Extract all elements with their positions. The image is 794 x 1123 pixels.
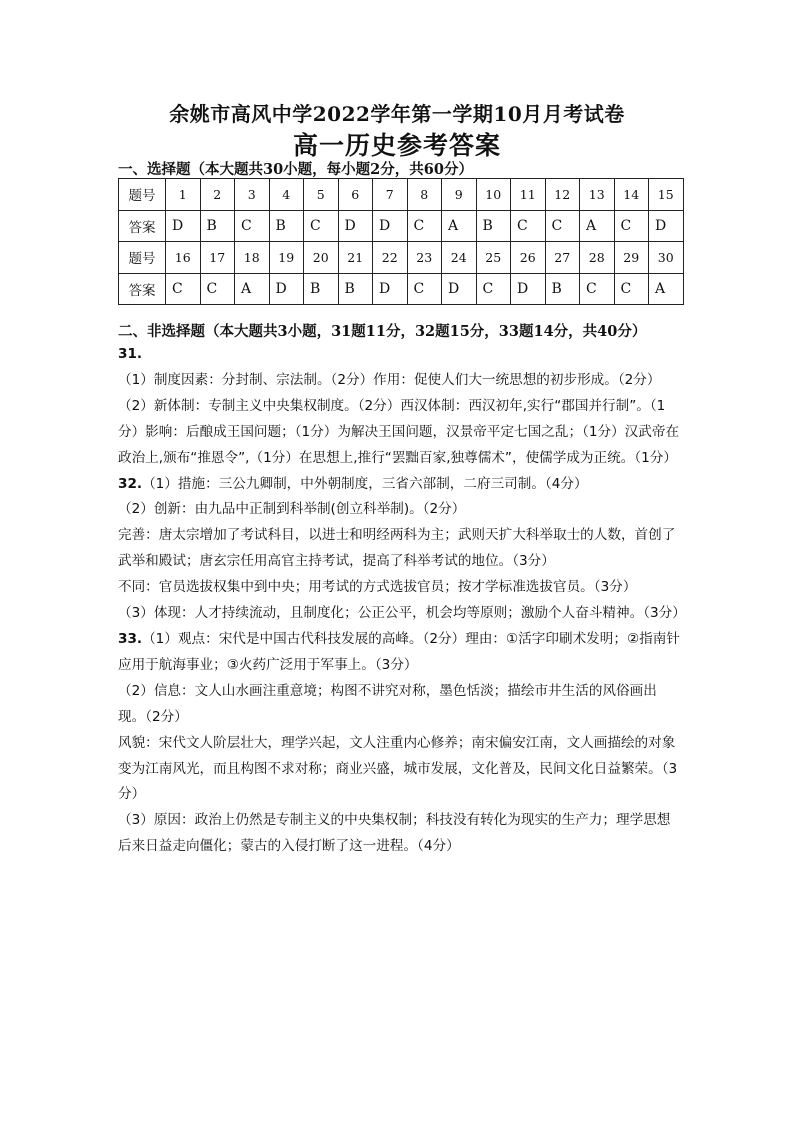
question-number-cell: 21 (338, 242, 373, 274)
question-number: 33. (118, 630, 143, 647)
answer-cell: D (373, 273, 408, 305)
question-number-cell: 13 (580, 179, 615, 211)
exam-title: 余姚市高风中学2022学年第一学期10月月考试卷 (169, 102, 625, 126)
answer-cell: A (235, 273, 270, 305)
answer-paragraph (118, 497, 682, 523)
answer-cell: D (373, 210, 408, 242)
question-number-cell: 8 (407, 179, 442, 211)
answer-text: 完善：唐太宗增加了考试科目，以进士和明经两科为主；武则天扩大科举取士的人数，首创了武举和殿试；唐玄宗任用高官主持考试，提高了科举考试的地位。（3分） (118, 527, 676, 570)
answer-row (119, 210, 684, 242)
answer-paragraph (118, 394, 682, 472)
question-number: 31. (118, 346, 143, 362)
answer-cell: C (580, 273, 615, 305)
number-row (119, 179, 684, 211)
answer-cell: C (166, 273, 201, 305)
row-label-number: 题号 (119, 179, 166, 211)
question-number-cell: 16 (166, 242, 201, 274)
answer-text: （2）创新：由九品中正制到科举制(创立科举制)。（2分） (118, 501, 466, 518)
answer-text: （1）制度因素：分封制、宗法制。（2分）作用：促使人们大一统思想的初步形成。（2分） (118, 371, 661, 388)
answer-key-title: 高一历史参考答案 (292, 131, 501, 160)
answer-cell: C (476, 273, 511, 305)
question-number-cell: 1 (166, 179, 201, 211)
question-number-cell: 10 (476, 179, 511, 211)
question-number-cell: 28 (580, 242, 615, 274)
answer-cell: C (407, 273, 442, 305)
question-number-cell: 22 (373, 242, 408, 274)
answer-cell: D (649, 210, 684, 242)
answer-paragraph (118, 523, 682, 575)
answer-row (119, 273, 684, 305)
question-number-cell: 19 (269, 242, 304, 274)
row-label-answer: 答案 (119, 210, 166, 242)
answer-cell: D (442, 273, 477, 305)
answer-cell: C (545, 210, 580, 242)
question-number-cell: 9 (442, 179, 477, 211)
question-number-cell: 3 (235, 179, 270, 211)
question-number-cell: 24 (442, 242, 477, 274)
row-label-answer: 答案 (119, 273, 166, 305)
answer-paragraph (118, 731, 682, 809)
row-label-number: 题号 (119, 242, 166, 274)
question-number-cell: 23 (407, 242, 442, 274)
question-number-cell: 15 (649, 179, 684, 211)
answer-cell: C (614, 210, 649, 242)
answer-text: （2）新体制：专制主义中央集权制度。（2分）西汉体制：西汉初年,实行“郡国并行制”。（1分）影响：后酿成王国问题；（1分）为解决王国问题，汉景帝平定七国之乱；（1分）汉武帝在政治上,颁布“推恩令”,（1分）在思想上,推行“罢黜百家,独尊儒术”，使儒学成为正统。（1分） (118, 397, 680, 466)
question-number-cell: 6 (338, 179, 373, 211)
answer-cell: B (476, 210, 511, 242)
question-number-cell: 2 (200, 179, 235, 211)
answer-cell: C (235, 210, 270, 242)
answer-cell: C (511, 210, 546, 242)
answer-table (118, 178, 684, 305)
question-number-cell: 25 (476, 242, 511, 274)
question-number-cell: 4 (269, 179, 304, 211)
question-number-cell: 17 (200, 242, 235, 274)
answer-paragraph (118, 342, 682, 394)
answer-cell: B (545, 273, 580, 305)
question-number-cell: 18 (235, 242, 270, 274)
question-number-cell: 20 (304, 242, 339, 274)
answer-cell: D (511, 273, 546, 305)
answer-paragraph (118, 679, 682, 731)
answer-cell: B (200, 210, 235, 242)
question-number-cell: 7 (373, 179, 408, 211)
question-number-cell: 26 (511, 242, 546, 274)
number-row (119, 242, 684, 274)
answer-cell: C (200, 273, 235, 305)
answer-cell: C (304, 210, 339, 242)
answer-text: （1）观点：宋代是中国古代科技发展的高峰。（2分）理由：①活字印刷术发明；②指南针应用于航海事业；③火药广泛用于军事上。（3分） (118, 630, 680, 673)
answer-text: （3）体现：人才持续流动，且制度化；公正公平，机会均等原则；激励个人奋斗精神。（3分） (118, 605, 686, 622)
answer-cell: A (580, 210, 615, 242)
section1-heading: 一、选择题（本大题共30小题，每小题2分，共60分） (118, 161, 473, 178)
question-number-cell: 14 (614, 179, 649, 211)
answer-cell: D (269, 273, 304, 305)
answer-cell: D (166, 210, 201, 242)
answer-text: 风貌：宋代文人阶层壮大，理学兴起，文人注重内心修养；南宋偏安江南，文人画描绘的对象变为江南风光，而且构图不求对称；商业兴盛，城市发展，文化普及，民间文化日益繁荣。（3分） (118, 734, 678, 803)
answer-cell: C (614, 273, 649, 305)
answer-cell: A (442, 210, 477, 242)
answer-paragraph (118, 575, 682, 601)
answer-paragraph (118, 808, 682, 860)
question-number-cell: 30 (649, 242, 684, 274)
answer-cell: A (649, 273, 684, 305)
question-number-cell: 5 (304, 179, 339, 211)
answer-text: （3）原因：政治上仍然是专制主义的中央集权制；科技没有转化为现实的生产力；理学思想后来日益走向僵化；蒙古的入侵打断了这一进程。（4分） (118, 812, 671, 855)
answer-paragraph (118, 472, 682, 498)
answer-cell: B (304, 273, 339, 305)
section2-heading: 二、非选择题（本大题共3小题，31题11分，32题15分，33题14分，共40分） (118, 323, 647, 340)
answer-paragraph (118, 627, 682, 679)
answer-text: 不同：官员选拔权集中到中央；用考试的方式选拔官员；按才学标准选拔官员。（3分） (118, 579, 637, 596)
answer-cell: D (338, 210, 373, 242)
answer-cell: C (407, 210, 442, 242)
question-number-cell: 11 (511, 179, 546, 211)
question-number-cell: 29 (614, 242, 649, 274)
question-number-cell: 12 (545, 179, 580, 211)
answer-cell: B (269, 210, 304, 242)
question-number: 32. (118, 475, 143, 492)
answer-explanations (118, 342, 686, 860)
question-number-cell: 27 (545, 242, 580, 274)
answer-cell: B (338, 273, 373, 305)
answer-text: （1）措施：三公九卿制，中外朝制度，三省六部制，二府三司制。（4分） (142, 475, 588, 492)
answer-text: （2）信息：文人山水画注重意境；构图不讲究对称，墨色恬淡；描绘市井生活的风俗画出现。（2分） (118, 682, 657, 725)
answer-paragraph (118, 601, 686, 627)
